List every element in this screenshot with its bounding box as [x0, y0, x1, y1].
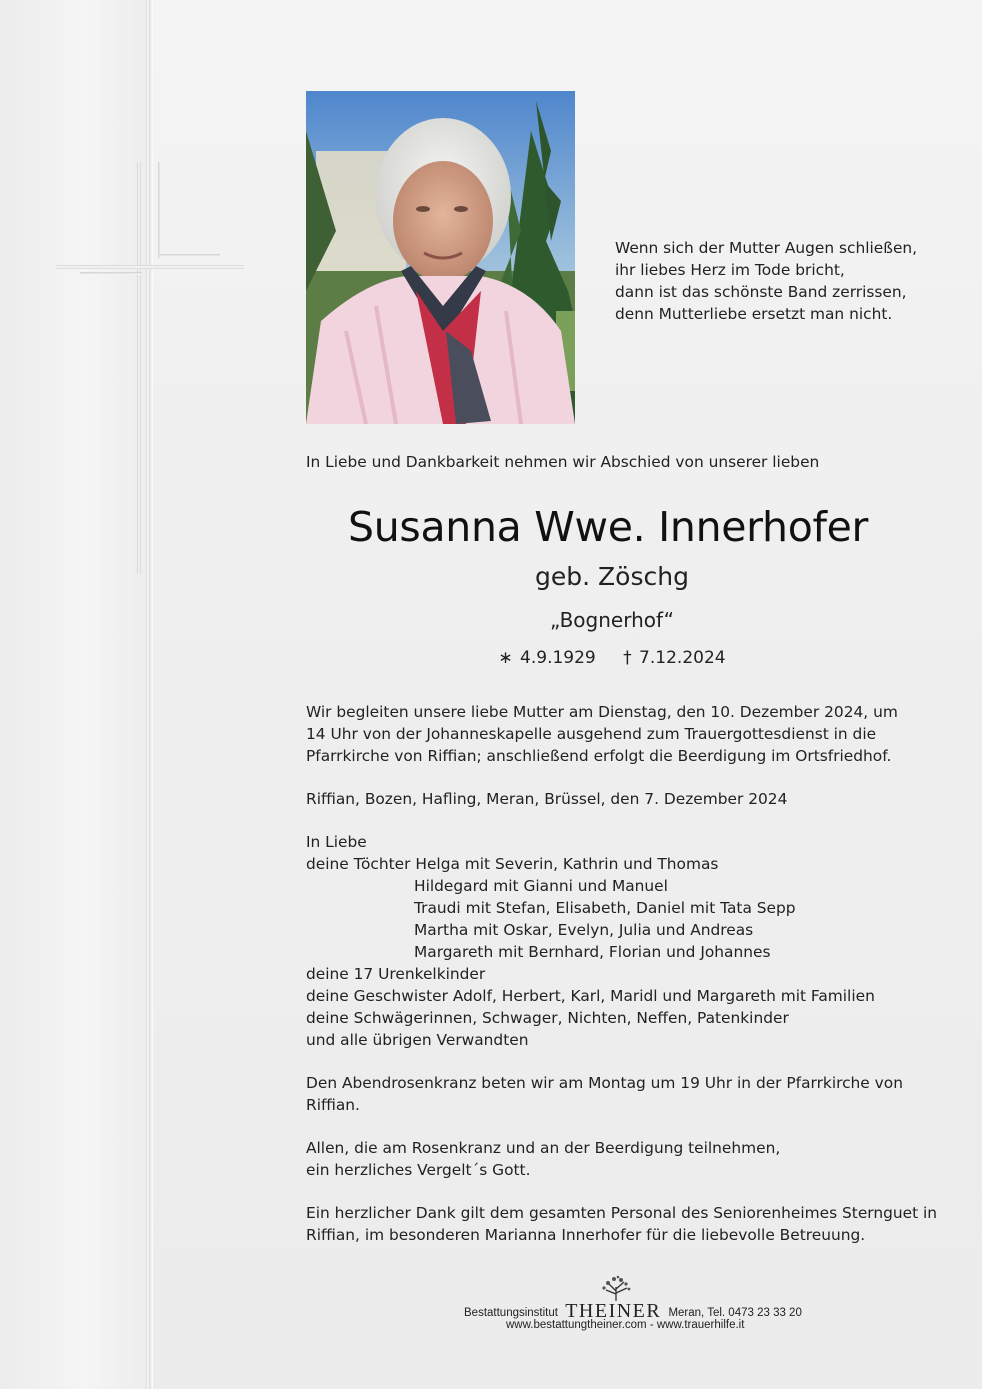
mourner-daughters: deine Töchter Helga mit Severin, Kathrin und Thomas [306, 855, 719, 873]
in-love-label: In Liebe [306, 833, 367, 851]
farm-name: „Bognerhof“ [549, 608, 675, 632]
cross-horizontal-bar-left [80, 272, 142, 275]
mourner-line: deine 17 Urenkelkinder [306, 965, 486, 983]
poem-line: dann ist das schönste Band zerrissen, [615, 283, 907, 301]
mourner-daughter: Hildegard mit Gianni und Manuel [414, 877, 668, 895]
rosary-line: Riffian. [306, 1096, 360, 1114]
footer-contact: Meran, Tel. 0473 23 33 20 [668, 1307, 802, 1319]
poem [615, 237, 945, 325]
life-dates [306, 648, 918, 668]
poem-line: Wenn sich der Mutter Augen schließen, [615, 239, 918, 257]
footer-brand: THEINER [565, 1300, 662, 1322]
poem-line: denn Mutterliebe ersetzt man nicht. [615, 305, 893, 323]
thanks-attend-line: ein herzliches Vergelt´s Gott. [306, 1161, 531, 1179]
mourner-line: deine Schwägerinnen, Schwager, Nichten, Neffen, Patenkinder [306, 1009, 789, 1027]
poem-line: ihr liebes Herz im Tode bricht, [615, 261, 845, 279]
deceased-name: Susanna Wwe. Innerhofer [348, 503, 869, 551]
portrait-photo [306, 91, 575, 424]
tree-logo-icon [596, 1275, 636, 1301]
mourner-daughter: Margareth mit Bernhard, Florian und Johannes [414, 943, 771, 961]
place-date: Riffian, Bozen, Hafling, Meran, Brüssel, den 7. Dezember 2024 [306, 790, 788, 808]
intro-text: In Liebe und Dankbarkeit nehmen wir Abschied von unserer lieben [306, 453, 820, 471]
funeral-home-footer [306, 1275, 918, 1335]
mourner-daughter: Traudi mit Stefan, Elisabeth, Daniel mit Tata Sepp [414, 899, 796, 917]
funeral-line: 14 Uhr von der Johanneskapelle ausgehend zum Trauergottesdienst in die [306, 725, 877, 743]
maiden-name: geb. Zöschg [535, 562, 689, 591]
funeral-line: Pfarrkirche von Riffian; anschließend erfolgt die Beerdigung im Ortsfriedhof. [306, 747, 892, 765]
portrait-illustration [306, 91, 575, 424]
birth-date: ∗ 4.9.1929 [498, 648, 596, 668]
mourner-line: deine Geschwister Adolf, Herbert, Karl, Maridl und Margareth mit Familien [306, 987, 875, 1005]
cross-vertical-bar-right [158, 162, 161, 258]
obituary-body [306, 701, 938, 1246]
mourner-line: und alle übrigen Verwandten [306, 1031, 529, 1049]
rosary-line: Den Abendrosenkranz beten wir am Montag um 19 Uhr in der Pfarrkirche von [306, 1074, 903, 1092]
death-date: † 7.12.2024 [623, 648, 726, 668]
footer-prefix: Bestattungsinstitut [464, 1307, 558, 1319]
cross-horizontal-bar [56, 265, 244, 269]
footer-websites: www.bestattungtheiner.com - www.trauerhilfe.it [506, 1319, 745, 1331]
thanks-staff-line: Ein herzlicher Dank gilt dem gesamten Personal des Seniorenheimes Sternguet in [306, 1204, 938, 1222]
cross-horizontal-bar-right [160, 254, 220, 257]
mourner-daughter: Martha mit Oskar, Evelyn, Julia und Andreas [414, 921, 754, 939]
thanks-staff-line: Riffian, im besonderen Marianna Innerhofer für die liebevolle Betreuung. [306, 1226, 866, 1244]
thanks-attend-line: Allen, die am Rosenkranz und an der Beerdigung teilnehmen, [306, 1139, 781, 1157]
funeral-line: Wir begleiten unsere liebe Mutter am Dienstag, den 10. Dezember 2024, um [306, 703, 898, 721]
